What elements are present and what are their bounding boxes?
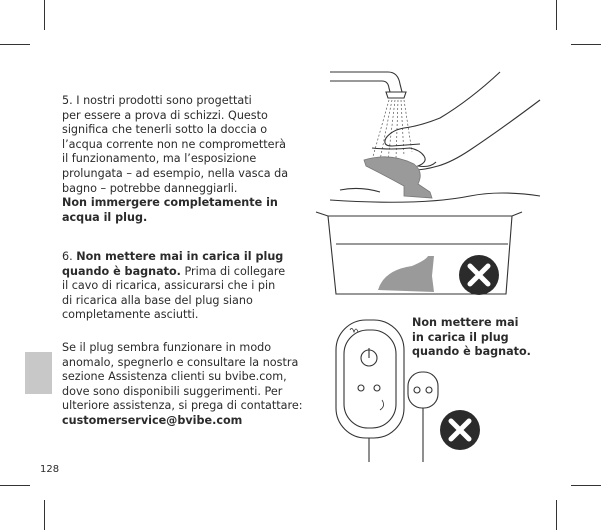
text-line: quando è bagnato. [412, 345, 531, 359]
text-line: completamente asciutti. [62, 308, 199, 322]
text-line: anomalo, spegnerlo e consultare la nostra [62, 355, 299, 369]
text-line: Non mettere mai [412, 316, 519, 329]
warning-text: acqua il plug. [62, 210, 148, 224]
text-line: prolungata – ad esempio, nella vasca da [62, 166, 289, 180]
page-number: 128 [40, 464, 60, 475]
text-line: il cavo di ricarica, assicurarsi che i pin [62, 279, 276, 293]
text-line: Se il plug sembra funzionare in modo [62, 341, 272, 354]
text-line: bagno – potrebbe danneggiarli. [62, 181, 238, 195]
prohibition-icon [459, 255, 499, 295]
text-line: dove sono disponibili suggerimenti. Per [62, 384, 283, 398]
text-line: ulteriore assistenza, si prega di contattare: [62, 399, 303, 413]
text-line: l’acqua corrente non ne comprometterà [62, 137, 287, 151]
text-fragment: Prima di collegare [180, 264, 286, 278]
text-line: per essere a prova di schizzi. Questo [62, 108, 268, 122]
support-email[interactable]: customerservice@bvibe.com [62, 413, 243, 427]
plug-icon [364, 157, 432, 198]
text-line: sezione Assistenza clienti su bvibe.com, [62, 370, 287, 384]
list-number: 6. [62, 250, 77, 263]
text-line: in carica il plug [412, 330, 509, 344]
text-line: il funzionamento, ma l’esposizione [62, 152, 257, 166]
warning-text: Non mettere mai in carica il plug [76, 250, 284, 263]
prohibition-icon [440, 410, 480, 450]
warning-text: quando è bagnato. [62, 264, 181, 278]
warning-text: Non immergere completamente in [62, 196, 278, 210]
text-line: 5. I nostri prodotti sono progettati [62, 94, 252, 107]
text-line: significa che tenerli sotto la doccia o [62, 123, 268, 137]
plug-icon [378, 256, 434, 292]
shower-illustration [330, 72, 540, 202]
charging-illustration [336, 320, 438, 462]
text-line: di ricarica alla base del plug siano [62, 293, 253, 307]
